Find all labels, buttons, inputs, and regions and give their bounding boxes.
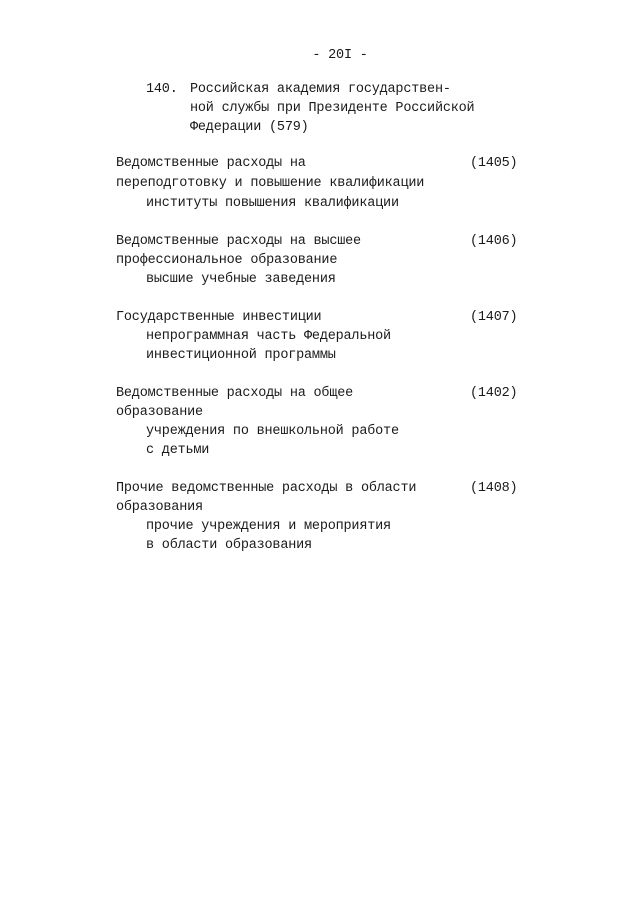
entry-sub-line: высшие учебные заведения <box>146 272 336 287</box>
entry-title-line: образования <box>116 500 203 515</box>
heading-number: 140. <box>146 82 178 97</box>
entry-title-line: Прочие ведомственные расходы в области <box>116 481 417 496</box>
entry-title-line: переподготовку и повышение квалификации <box>116 176 425 191</box>
entry-code: (1408) <box>470 481 518 496</box>
heading-line: Российская академия государствен- <box>190 82 451 97</box>
entry-sub-line: институты повышения квалификации <box>146 196 399 211</box>
entry-sub-line: прочие учреждения и мероприятия <box>146 519 391 534</box>
entry-sub-line: непрограммная часть Федеральной <box>146 329 391 344</box>
entry-sub-line: инвестиционной программы <box>146 348 336 363</box>
entry-title-line: Ведомственные расходы на <box>116 156 306 171</box>
heading-line: Федерации (579) <box>190 120 309 135</box>
heading-line: ной службы при Президенте Российской <box>190 101 475 116</box>
entry-code: (1405) <box>470 156 518 171</box>
entry-title-line: Ведомственные расходы на общее <box>116 386 354 401</box>
entry-title-line: профессиональное образование <box>116 253 338 268</box>
entry-code: (1406) <box>470 234 518 249</box>
entry-sub-line: учреждения по внешкольной работе <box>146 424 399 439</box>
entry-sub-line: с детьми <box>146 443 210 458</box>
entry-title-line: Государственные инвестиции <box>116 310 322 325</box>
entry-code: (1407) <box>470 310 518 325</box>
entry-title-line: Ведомственные расходы на высшее <box>116 234 361 249</box>
entry-sub-line: в области образования <box>146 538 312 553</box>
entry-title-line: образование <box>116 405 203 420</box>
page-number: - 20I - <box>312 48 368 63</box>
entry-code: (1402) <box>470 386 518 401</box>
